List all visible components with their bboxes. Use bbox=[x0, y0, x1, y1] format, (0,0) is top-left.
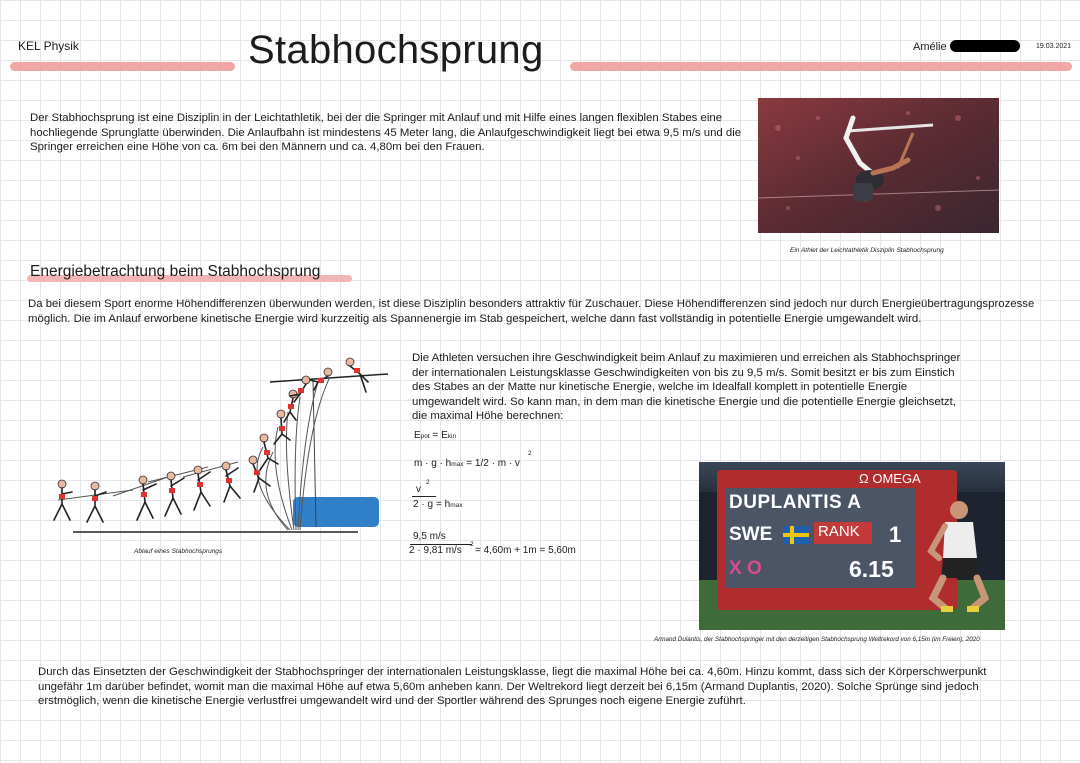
explanation-paragraph: Die Athleten versuchen ihre Geschwindigkeit beim Anlauf zu maximieren und erreichen als Stabhochspringer der internationalen Leistungsklasse Geschwindigkeiten von bis zu 9,5 m/s. Somit besitzt er bis zum Einstich des Stabes an der Matte nur kinetische Energie, welche im Idealfall komplett in potentielle Energie umgewandelt wird. So kann man, in dem man die kinetische Energie und die potentielle Energie gleichsetzt, die maximal Höhe berechnen: bbox=[412, 352, 961, 422]
omega-brand: Ω OMEGA bbox=[859, 471, 921, 486]
formula-superscript: 2 bbox=[470, 541, 474, 548]
formula-energy-equality bbox=[414, 430, 456, 441]
formula-subscript: kin bbox=[447, 433, 457, 440]
section-paragraph: Da bei diesem Sport enorme Höhendifferenzen überwunden werden, ist diese Disziplin besonders attraktiv für Zuschauer. Diese Höhendifferenzen sind jedoch nur durch Energieübertragungsprozesse möglich. Die im Anlauf erworbene kinetische Energie wird kurzzeitig als Spannenergie im Stab gespeichert, welche dann fast vollständig in potentielle Energie umgewandelt wird. bbox=[28, 298, 1035, 325]
formula-numeric-result: = 4,60m + 1m = 5,60m bbox=[475, 545, 576, 556]
date: 19.03.2021 bbox=[1036, 43, 1072, 50]
formula-text: m · g · h bbox=[414, 458, 452, 469]
result-height: 6.15 bbox=[849, 556, 894, 582]
rank-value: 1 bbox=[889, 522, 902, 547]
formula-subscript: pot bbox=[420, 433, 430, 440]
scoreboard-photo bbox=[699, 462, 1005, 630]
formula-expanded bbox=[414, 458, 520, 469]
athlete-figure bbox=[921, 496, 1001, 616]
diagram-caption: Ablauf eines Stabhochsprungs bbox=[134, 548, 223, 555]
rank-label: RANK bbox=[814, 522, 872, 544]
scoreboard-caption: Armand Dulantis, der Stabhochspringer mit den derzeitigen Stabhochsprung Weltrekord von 6,15m (im Freien), 2020 bbox=[654, 636, 980, 643]
formula-text: = 1/2 · m · v bbox=[463, 458, 520, 469]
course-label: KEL Physik bbox=[18, 39, 79, 53]
formula-superscript: 2 bbox=[528, 450, 532, 457]
page-title: Stabhochsprung bbox=[248, 28, 544, 72]
athlete-name: DUPLANTIS A bbox=[729, 492, 862, 513]
formula-result bbox=[436, 499, 462, 510]
formula-numeric-denominator: 2 · 9,81 m/s bbox=[409, 545, 462, 556]
formula-text: = E bbox=[429, 430, 448, 441]
swedish-flag bbox=[783, 526, 809, 544]
title-highlight-left bbox=[10, 62, 235, 71]
title-highlight-right bbox=[570, 62, 1072, 71]
formula-subscript: max bbox=[450, 502, 463, 509]
formula-subscript: max bbox=[451, 461, 464, 468]
formula-fraction-numerator: v bbox=[416, 484, 421, 495]
author-name: Amélie bbox=[913, 41, 947, 53]
formula-text: E bbox=[414, 430, 421, 441]
redacted-surname bbox=[950, 40, 1020, 52]
formula-text: = h bbox=[436, 499, 451, 510]
pole-vaulter-photo bbox=[758, 98, 999, 233]
attempt-marks: X O bbox=[729, 558, 762, 579]
formula-numeric-numerator: 9,5 m/s bbox=[413, 531, 446, 542]
conclusion-paragraph: Durch das Einsetzten der Geschwindigkeit der Stabhochspringer der internationalen Leistungsklasse, liegt die maximal Höhe bei ca. 4,60m. Hinzu kommt, dass sich der Körperschwerpunkt ungefähr 1m darüber befindet, womit man die maximal Höhe auf etwa 5,60m anheben kann. Der Weltrekord liegt derzeit bei 6,15m (Armand Duplantis, 2020). Solche Sprünge sind jedoch erstmöglich, wenn die kinetische Energie verlustfrei umgewandelt wird und der Sportler während des Sprunges noch eigene Energie zuführt. bbox=[38, 666, 987, 707]
photo-caption: Ein Athlet der Leichtathletik Disziplin Stabhochsprung bbox=[790, 247, 944, 254]
pole-vault-sequence-diagram bbox=[38, 352, 388, 537]
formula-fraction-denominator: 2 · g bbox=[413, 499, 434, 510]
formula-superscript: 2 bbox=[426, 479, 430, 486]
country-code: SWE bbox=[729, 524, 773, 545]
intro-paragraph: Der Stabhochsprung ist eine Disziplin in der Leichtathletik, bei der die Springer mit Anlauf und mit Hilfe eines langen flexiblen Stabes eine hochliegende Sprunglatte überwinden. Die Anlaufbahn ist mindestens 45 Meter lang, die Anlaufgeschwindigkeit liegt bei etwa 9,5 m/s und die Springer erreichen eine Höhe von ca. 6m bei den Männern und ca. 4,80m bei den Frauen. bbox=[30, 112, 742, 153]
section-heading: Energiebetrachtung beim Stabhochsprung bbox=[30, 263, 321, 280]
fraction-line bbox=[412, 496, 436, 497]
